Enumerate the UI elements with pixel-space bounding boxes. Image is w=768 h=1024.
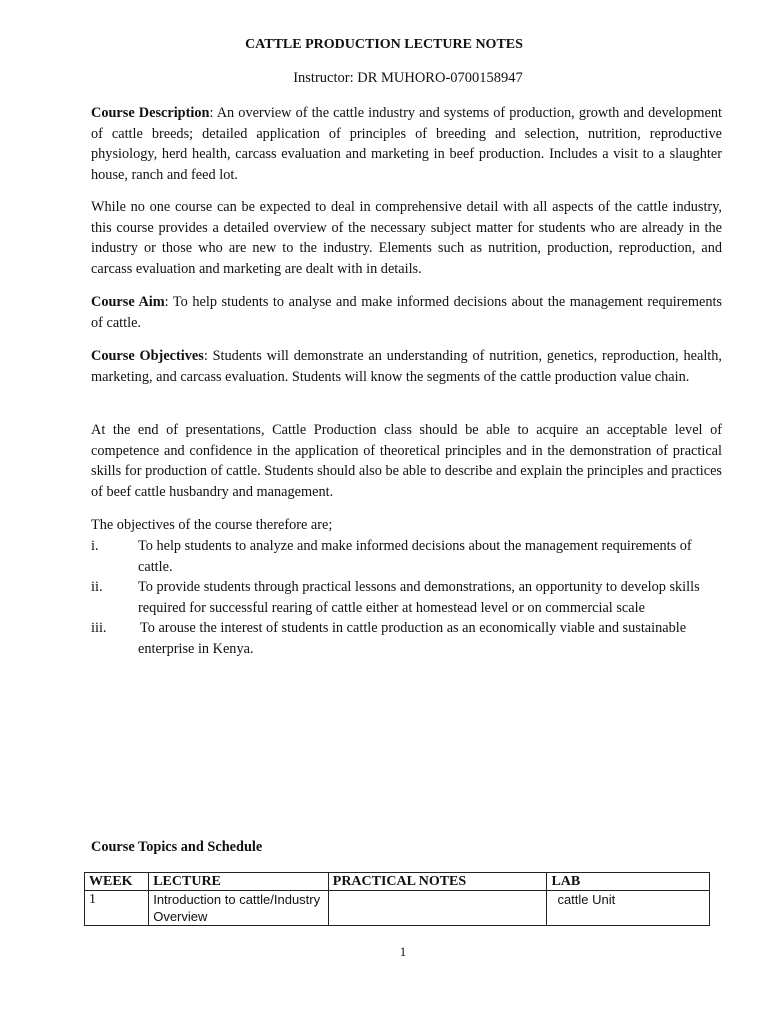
objective-text: To provide students through practical lessons and demonstrations, an opportunity to develop skills required for successful rearing of cattle either at homestead level or on commercial scale [138,579,700,616]
header-practical-notes: PRACTICAL NOTES [328,873,547,891]
objective-number: ii. [91,579,103,595]
course-aim [91,292,722,333]
page-number: 1 [399,944,407,959]
course-aim-label: Course Aim [91,294,165,310]
course-description-text: : An overview of the cattle industry and systems of production, growth and development of cattle breeds; detailed application of principles of breeding and selection, nutrition, reproductive physiology, herd health, carcass evaluation and marketing in beef production. Includes a visit to a slaughter house, ranch and feed lot. [91,105,722,184]
course-description-label: Course Description [91,105,210,121]
table-row [85,891,710,926]
document-title: CATTLE PRODUCTION LECTURE NOTES [245,37,523,52]
course-aim-text: : To help students to analyse and make informed decisions about the management requirements of cattle. [91,294,723,331]
objective-number: iii. [91,620,107,636]
objective-item [91,618,722,659]
objectives-intro: The objectives of the course therefore are; [91,517,333,533]
course-outcomes-paragraph: At the end of presentations, Cattle Production class should be able to acquire an acceptable level of competence and confidence in the application of theoretical principles and in the demonstration of practical skills for production of cattle. Students should also be able to describe and explain the principles and practices of beef cattle husbandry and management. [91,422,722,501]
header-lab: LAB [547,873,710,891]
course-objectives-label: Course Objectives [91,348,204,364]
objective-text: To arouse the interest of students in cattle production as an economically viable and sustainable enterprise in Kenya. [138,620,687,657]
course-objectives-text: : Students will demonstrate an understanding of nutrition, genetics, reproduction, health, marketing, and carcass evaluation. Students will know the segments of the cattle production value chain. [91,348,722,385]
course-description [91,103,722,186]
schedule-heading: Course Topics and Schedule [91,839,263,855]
cell-week: 1 [85,891,149,926]
header-lecture: LECTURE [149,873,329,891]
cell-lecture: Introduction to cattle/Industry Overview [149,891,329,926]
objective-item [91,577,722,618]
course-overview-paragraph: While no one course can be expected to deal in comprehensive detail with all aspects of the cattle industry, this course provides a detailed overview of the necessary subject matter for students who are already in the industry or those who are new to the industry. Elements such as nutrition, production, reproduction, and carcass evaluation and marketing are dealt with in details. [91,199,722,278]
header-week: WEEK [85,873,149,891]
course-objectives [91,346,722,387]
objective-number: i. [91,538,99,554]
schedule-table [84,872,710,926]
table-header-row [85,873,710,891]
objective-item [91,536,722,577]
objective-text: To help students to analyze and make informed decisions about the management requirements of cattle. [138,538,692,575]
instructor-line: Instructor: DR MUHORO-0700158947 [293,70,523,86]
cell-practical-notes [328,891,547,926]
cell-lab: cattle Unit [547,891,710,926]
